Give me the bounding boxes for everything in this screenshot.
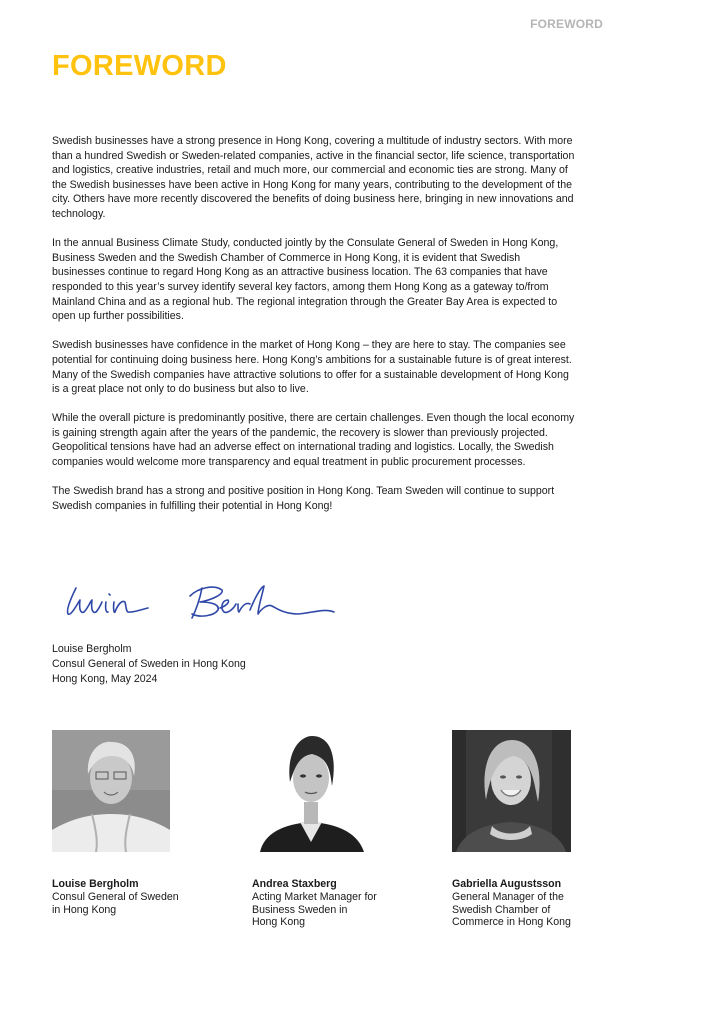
person-title-line: Hong Kong: [252, 916, 306, 929]
person-caption-andrea-staxberg: [252, 878, 422, 929]
person-title-line: Swedish Chamber of: [452, 903, 551, 916]
person-name: Louise Bergholm: [52, 878, 139, 890]
person-title-line: General Manager of the: [452, 890, 564, 903]
person-caption-louise-bergholm: [52, 878, 222, 916]
signer-name: Louise Bergholm: [52, 643, 132, 655]
portrait-photo-gabriella-augustsson: [452, 730, 571, 852]
signature-block: [52, 642, 246, 686]
person-name: Gabriella Augustsson: [452, 878, 562, 890]
person-title-line: Consul General of Sweden: [52, 890, 179, 903]
person-name: Andrea Staxberg: [252, 878, 337, 890]
paragraph: The Swedish brand has a strong and positive position in Hong Kong. Team Sweden will continue to support Swedish companies in fulfilling their potential in Hong Kong!: [52, 485, 555, 512]
handwritten-signature: [62, 574, 342, 626]
signer-place-date: Hong Kong, May 2024: [52, 672, 158, 685]
foreword-body: [52, 134, 576, 528]
paragraph: While the overall picture is predominantly positive, there are certain challenges. Even though the local economy is gaining strength again after the years of the pandemic, the recovery is slower than previously projected. Geopolitical tensions have had an adverse effect on international trading and logistics. Locally, the Swedish companies would welcome more transparency and equal treatment in public procurement processes.: [52, 412, 575, 469]
person-title-line: Commerce in Hong Kong: [452, 916, 571, 929]
signer-role: Consul General of Sweden in Hong Kong: [52, 657, 246, 670]
paragraph: Swedish businesses have a strong presence in Hong Kong, covering a multitude of industry sectors. With more than a hundred Swedish or Sweden-related companies, active in the financial sector, life science, transportation and logistics, creative industries, retail and much more, our commercial and economic ties are strong. Many of the Swedish businesses have been active in Hong Kong for many years, contributing to the development of the city. Others have more recently discovered the benefits of doing business here, bringing in new innovations and technology.: [52, 135, 575, 220]
person-title-line: Acting Market Manager for: [252, 890, 377, 903]
person-title-line: in Hong Kong: [52, 903, 117, 916]
person-caption-gabriella-augustsson: [452, 878, 622, 929]
portrait-photo-louise-bergholm: [52, 730, 170, 852]
portrait-photo-andrea-staxberg: [252, 730, 370, 852]
paragraph: Swedish businesses have confidence in the market of Hong Kong – they are here to stay. The companies see potential for continuing doing business here. Hong Kong’s ambitions for a sustainable future is of great interest. Many of the Swedish companies have attractive solutions to offer for a sustainable development of Hong Kong is a great place not only to do business but also to live.: [52, 339, 572, 396]
paragraph: In the annual Business Climate Study, conducted jointly by the Consulate General of Sweden in Hong Kong, Business Sweden and the Swedish Chamber of Commerce in Hong Kong, it is evident that Swedish businesses continue to regard Hong Kong as an attractive business location. The 63 companies that have responded to this year’s survey identify several key factors, among them Hong Kong as a gateway to/from Mainland China and as a regional hub. The regional integration through the Greater Bay Area is expected to open up further possibilities.: [52, 237, 559, 323]
person-title-line: Business Sweden in: [252, 903, 348, 916]
page-title: FOREWORD: [52, 50, 227, 82]
running-header: FOREWORD: [530, 17, 603, 31]
